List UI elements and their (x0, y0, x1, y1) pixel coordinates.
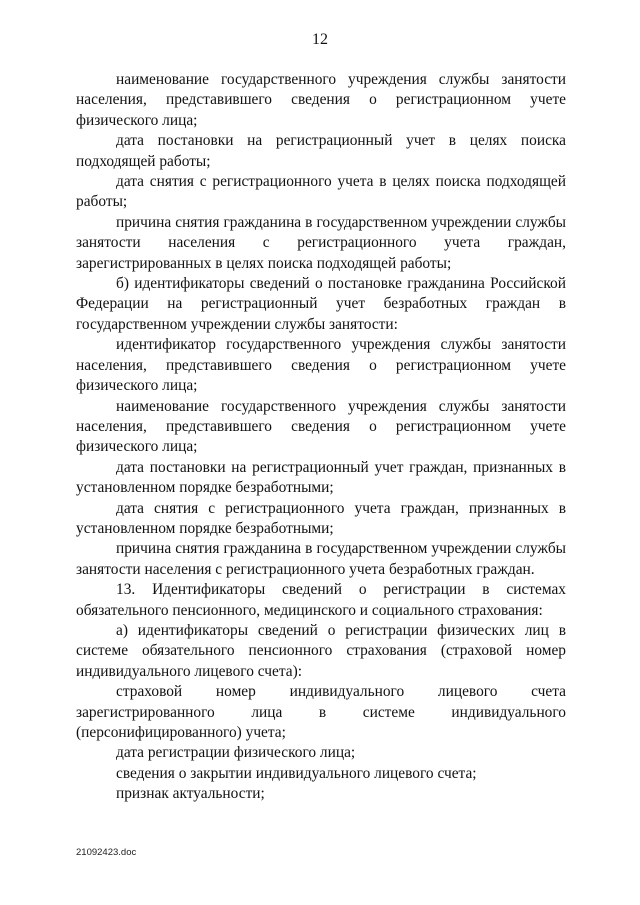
paragraph: дата постановки на регистрационный учет граждан, признанных в установленном порядке безработными; (76, 458, 566, 497)
paragraph: дата снятия с регистрационного учета граждан, признанных в установленном порядке безработными; (76, 499, 566, 537)
paragraph: а) идентификаторы сведений о регистрации физических лиц в системе обязательного пенсионного страхования (страховой номер индивидуального лицевого счета): (76, 621, 566, 680)
paragraph: 13. Идентификаторы сведений о регистрации в системах обязательного пенсионного, медицинского и социального страхования: (76, 581, 566, 619)
paragraph: наименование государственного учреждения службы занятости населения, представившего сведения о регистрационном учете физического лица; (76, 71, 566, 129)
paragraph: дата регистрации физического лица; (116, 744, 356, 762)
paragraph: причина снятия гражданина в государственном учреждении службы занятости населения с регистрационного учета граждан, зарегистрированных в целях поиска подходящей работы; (76, 213, 566, 272)
document-body (76, 70, 566, 805)
paragraph: дата постановки на регистрационный учет в целях поиска подходящей работы; (76, 132, 566, 170)
page-number: 12 (312, 31, 328, 48)
paragraph: идентификатор государственного учреждения службы занятости населения, представившего сведения о регистрационном учете физического лица; (76, 336, 566, 395)
paragraph: б) идентификаторы сведений о постановке гражданина Российской Федерации на регистрационный учет безработных граждан в государственном учреждении службы занятости: (76, 275, 566, 333)
paragraph: сведения о закрытии индивидуального лицевого счета; (116, 764, 477, 782)
paragraph: дата снятия с регистрационного учета в целях поиска подходящей работы; (76, 173, 566, 211)
paragraph: причина снятия гражданина в государственном учреждении службы занятости населения с регистрационного учета безработных граждан. (76, 540, 566, 578)
paragraph: наименование государственного учреждения службы занятости населения, представившего сведения о регистрационном учете физического лица; (76, 397, 566, 456)
paragraph: страховой номер индивидуального лицевого счета зарегистрированного лица в системе индивидуального (персонифицированного) учета; (76, 683, 566, 741)
paragraph: признак актуальности; (116, 785, 265, 803)
footer-filename: 21092423.doc (76, 847, 137, 858)
